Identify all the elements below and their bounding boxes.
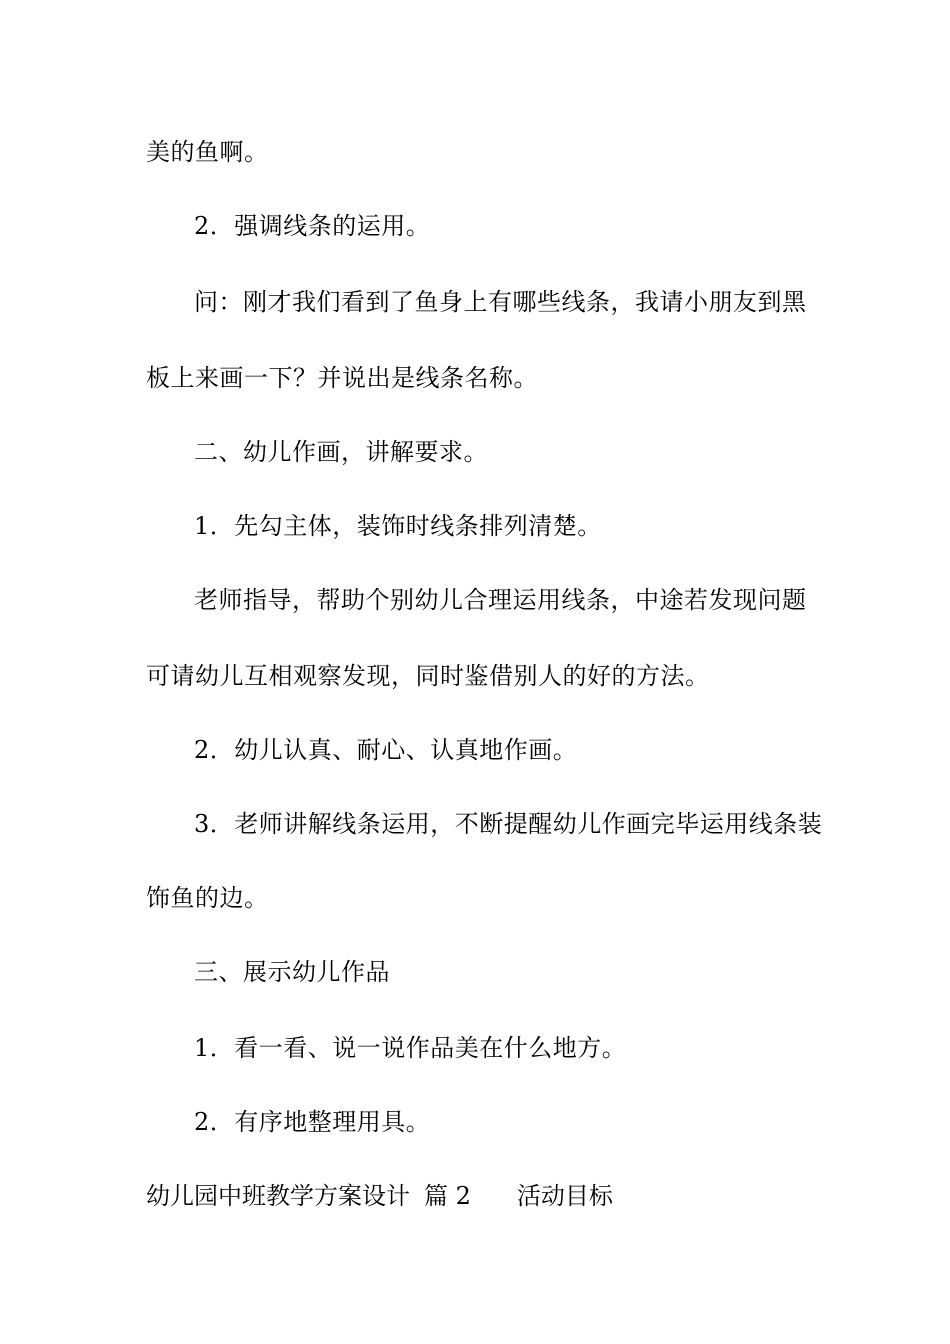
section-title: 幼儿园中班教学方案设计 bbox=[146, 1182, 410, 1210]
paragraph-line: 三、展示幼儿作品 bbox=[194, 958, 390, 986]
paragraph-line: 老师指导，帮助个别幼儿合理运用线条，中途若发现问题 bbox=[194, 586, 807, 614]
paragraph-line: 板上来画一下？并说出是线条名称。 bbox=[146, 364, 538, 392]
paragraph-line: 2．强调线条的运用。 bbox=[194, 212, 431, 240]
paragraph-line: 1．先勾主体，装饰时线条排列清楚。 bbox=[194, 512, 602, 540]
paragraph-line: 1．看一看、说一说作品美在什么地方。 bbox=[194, 1034, 627, 1062]
paragraph-line: 3．老师讲解线条运用，不断提醒幼儿作画完毕运用线条装 bbox=[194, 810, 823, 838]
paragraph-line: 2．有序地整理用具。 bbox=[194, 1108, 431, 1136]
paragraph-line: 问：刚才我们看到了鱼身上有哪些线条，我请小朋友到黑 bbox=[194, 288, 807, 316]
paragraph-line: 饰鱼的边。 bbox=[146, 884, 269, 912]
paragraph-line: 二、幼儿作画，讲解要求。 bbox=[194, 438, 488, 466]
section-number: 篇 2 bbox=[424, 1182, 471, 1210]
section-subtitle: 活动目标 bbox=[516, 1182, 613, 1210]
section-heading bbox=[146, 1180, 613, 1212]
paragraph-line: 2．幼儿认真、耐心、认真地作画。 bbox=[194, 736, 578, 764]
paragraph-line: 美的鱼啊。 bbox=[146, 138, 269, 166]
paragraph-line: 可请幼儿互相观察发现，同时鉴借别人的好的方法。 bbox=[146, 662, 710, 690]
